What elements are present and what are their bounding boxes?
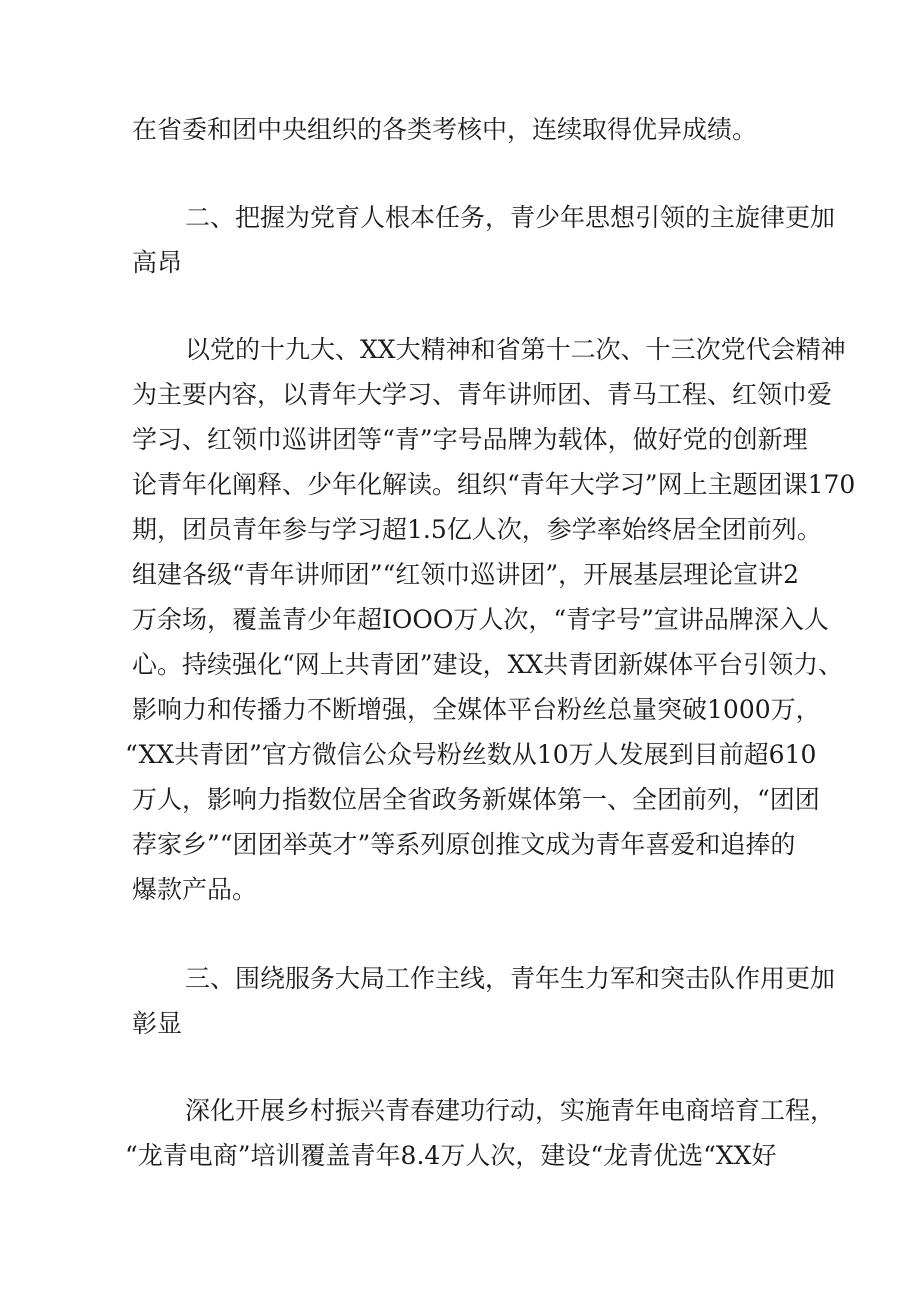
paragraph-line: 万人，影响力指数位居全省政务新媒体第一、全团前列，“团团 bbox=[132, 785, 820, 814]
paragraph-line: 万余场，覆盖青少年超IOOO万人次，“青字号”宣讲品牌深入人 bbox=[132, 605, 829, 634]
paragraph-line: 期，团员青年参与学习超1.5亿人次，参学率始终居全团前列。 bbox=[132, 515, 822, 544]
paragraph-line: 论青年化阐释、少年化解读。组织“青年大学习”网上主题团课170 bbox=[132, 470, 856, 499]
paragraph-line: “XX共青团”官方微信公众号粉丝数从10万人发展到目前超610 bbox=[125, 740, 817, 769]
section-heading-3-cont: 彰显 bbox=[132, 1009, 183, 1038]
paragraph-line: 影响力和传播力不断增强，全媒体平台粉丝总量突破1000万， bbox=[132, 695, 821, 724]
section-heading-2: 二、把握为党育人根本任务，青少年思想引领的主旋律更加 bbox=[185, 203, 836, 232]
paragraph-line: 深化开展乡村振兴青春建功行动，实施青年电商培育工程， bbox=[185, 1096, 836, 1125]
paragraph-line: 学习、红领巾巡讲团等“青”字号品牌为载体，做好党的创新理 bbox=[132, 425, 808, 454]
paragraph-line: 以党的十九大、XX大精神和省第十二次、十三次党代会精神 bbox=[185, 335, 846, 364]
paragraph-line: 心。持续强化“网上共青团”建设，XX共青团新媒体平台引领力、 bbox=[132, 650, 844, 679]
paragraph-line: 为主要内容，以青年大学习、青年讲师团、青马工程、红领巾爱 bbox=[132, 380, 833, 409]
paragraph-line: 在省委和团中央组织的各类考核中，连续取得优异成绩。 bbox=[132, 115, 758, 144]
section-heading-3: 三、围绕服务大局工作主线，青年生力军和突击队作用更加 bbox=[185, 964, 836, 993]
paragraph-line: 爆款产品。 bbox=[132, 875, 258, 904]
paragraph-line: 组建各级“青年讲师团”“红领巾巡讲团”，开展基层理论宣讲2 bbox=[132, 560, 800, 589]
paragraph-line: “龙青电商”培训覆盖青年8.4万人次，建设“龙青优选“XX好 bbox=[125, 1141, 777, 1170]
section-heading-2-cont: 高昂 bbox=[132, 248, 183, 277]
paragraph-line: 荐家乡”“团团举英才”等系列原创推文成为青年喜爱和追捧的 bbox=[132, 830, 796, 859]
